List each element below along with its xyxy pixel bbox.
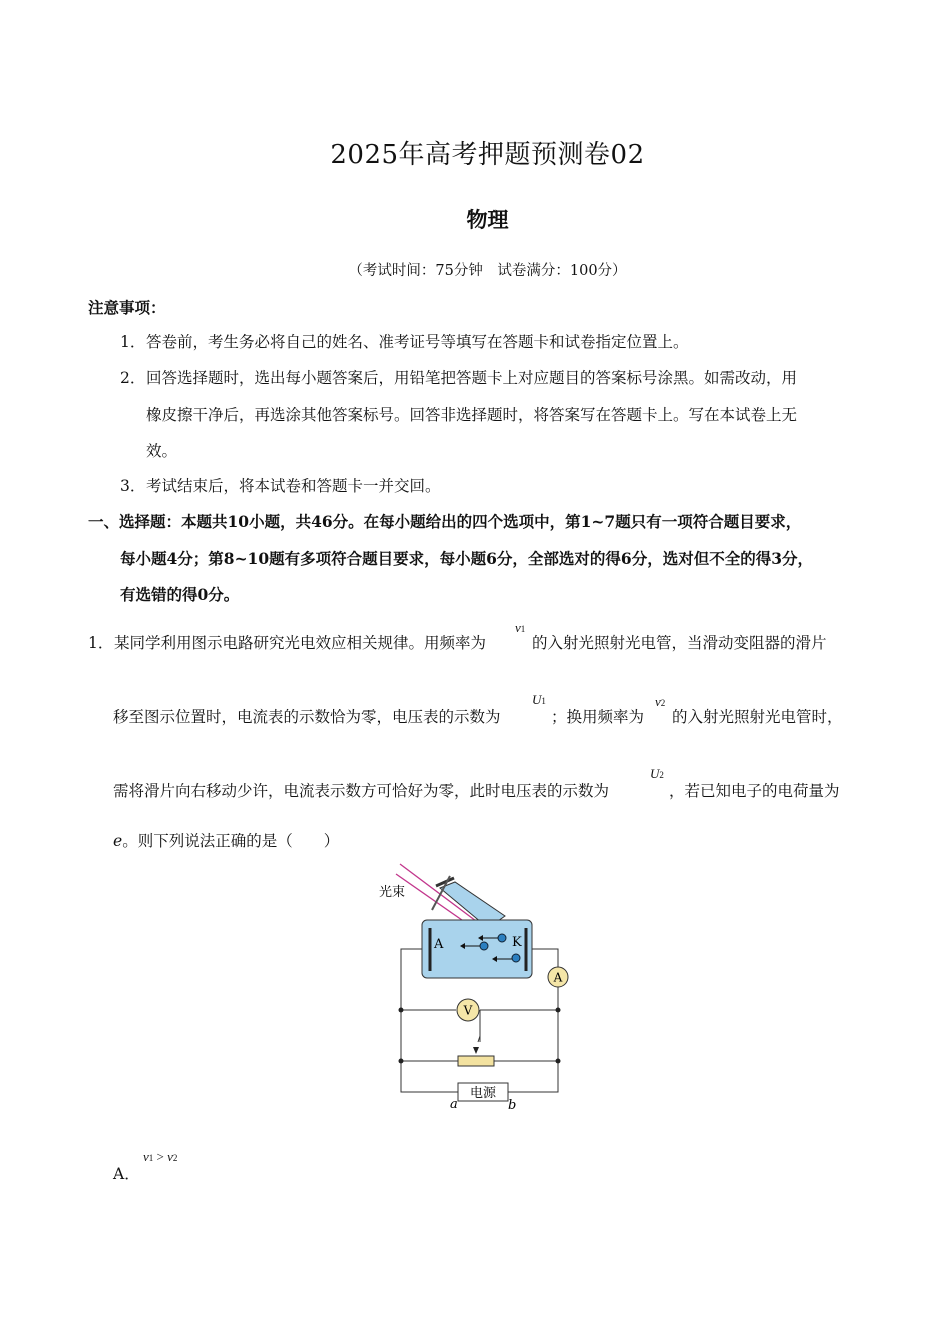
question-text: 。则下列说法正确的是（ ）: [122, 832, 340, 850]
symbol-e: e: [113, 832, 123, 850]
junction-node: [399, 1059, 404, 1064]
terminal-a-label: a: [450, 1097, 458, 1112]
question-1-line-2: 移至图示位置时，电流表的示数恰为零，电压表的示数为: [113, 708, 501, 726]
notice-item-1: [120, 330, 689, 352]
light-beam-label: 光束: [379, 885, 406, 900]
terminal-b-label: b: [508, 1098, 517, 1113]
symbol-U1: U1: [532, 692, 546, 707]
photoelectric-circuit-diagram: [370, 858, 590, 1118]
symbol-nu1: ν1: [515, 620, 526, 635]
symbol-U2: U2: [650, 766, 664, 781]
notice-item-number: 3．: [120, 477, 146, 495]
rheostat: [458, 1056, 494, 1066]
section-line-2: 每小题4分；第8~10题有多项符合题目要求，每小题6分，全部选对的得6分，选对但不全的得3分，: [120, 549, 813, 568]
notice-item-3: [120, 474, 441, 496]
ammeter-label: A: [553, 970, 563, 985]
notice-item-2: [120, 366, 797, 388]
section-heading: 一、选择题：本题共10小题，共46分。在每小题给出的四个选项中，第1~7题只有一项符合题目要求，: [88, 512, 802, 531]
junction-node: [556, 1059, 561, 1064]
option-a-label: A．: [113, 1165, 140, 1183]
question-number: 1．: [88, 634, 114, 652]
question-1-line-1: [88, 631, 486, 653]
voltmeter-label: V: [463, 1003, 473, 1018]
rheostat-slider-icon: [473, 1047, 479, 1054]
notice-item-text: 回答选择题时，选出每小题答案后，用铅笔把答题卡上对应题目的答案标号涂黑。如需改动，用: [146, 369, 798, 387]
junction-node: [556, 1008, 561, 1013]
option-a-formula: ν1 > ν2: [143, 1149, 178, 1164]
exam-info: （考试时间：75分钟 试卷满分：100分）: [348, 263, 627, 279]
question-1-line-4: [113, 829, 339, 851]
question-1-line-2-end: 的入射光照射光电管时，: [672, 708, 843, 726]
question-1-line-3: 需将滑片向右移动少许，电流表示数方可恰好为零，此时电压表的示数为: [113, 782, 610, 800]
question-1-line-2-cont: ；换用频率为: [551, 708, 645, 726]
subject-title: 物理: [466, 207, 509, 232]
notice-item-text: 答卷前，考生务必将自己的姓名、准考证号等填写在答题卡和试卷指定位置上。: [146, 333, 689, 351]
notice-item-2-line-3: 效。: [146, 442, 178, 460]
phototube: [422, 876, 532, 978]
junction-node: [399, 1008, 404, 1013]
symbol-nu2: ν2: [655, 694, 666, 709]
question-1-line-3-cont: ，若已知电子的电荷量为: [669, 782, 840, 800]
notice-item-number: 1．: [120, 333, 146, 351]
question-1-line-1-cont: 的入射光照射光电管，当滑动变阻器的滑片: [532, 634, 827, 652]
notice-item-text: 考试结束后，将本试卷和答题卡一并交回。: [146, 477, 441, 495]
power-source-label: 电源: [469, 1086, 497, 1101]
anode-label: A: [434, 937, 444, 952]
question-text: 某同学利用图示电路研究光电效应相关规律。用频率为: [114, 634, 487, 652]
notice-item-number: 2．: [120, 369, 146, 387]
page-title: 2025年高考押题预测卷02: [330, 140, 645, 170]
section-line-3: 有选错的得0分。: [120, 585, 240, 604]
cathode-label: K: [512, 935, 522, 950]
notice-item-2-line-2: 橡皮擦干净后，再选涂其他答案标号。回答非选择题时，将答案写在答题卡上。写在本试卷上无: [146, 406, 798, 424]
notice-heading: 注意事项：: [88, 298, 166, 317]
